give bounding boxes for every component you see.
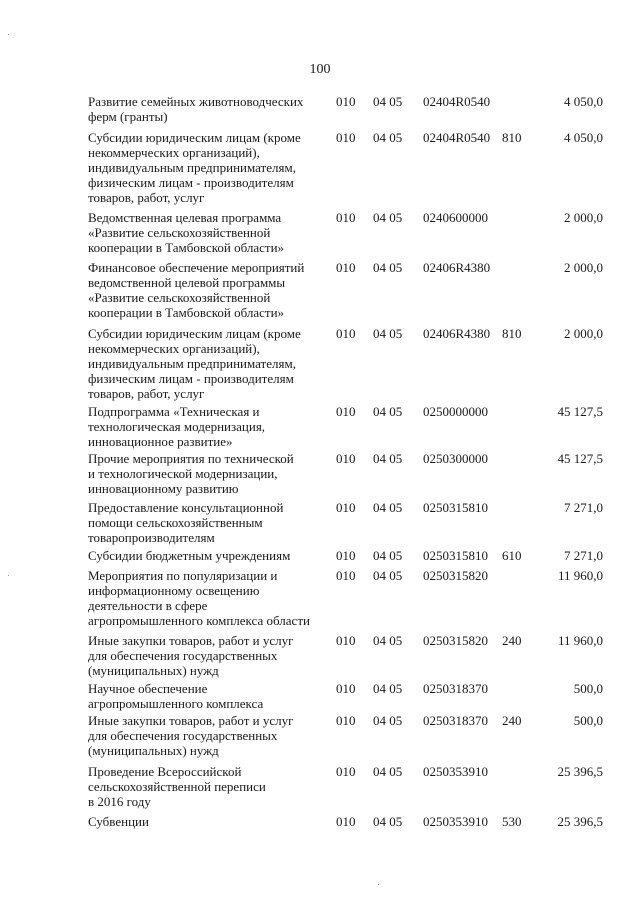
row-ved: 010	[336, 326, 356, 341]
scan-speck	[8, 34, 9, 35]
row-sum: 7 271,0	[564, 500, 603, 515]
row-name: Прочие мероприятия по технической и технологической модернизации, инновационному развитию	[88, 451, 294, 496]
row-sum: 45 127,5	[557, 404, 603, 419]
row-sum: 500,0	[573, 713, 603, 728]
row-csr: 02406R4380	[423, 326, 491, 341]
page-number: 100	[309, 62, 331, 77]
row-sum: 4 050,0	[564, 130, 603, 145]
scan-speck	[8, 575, 9, 576]
row-ved: 010	[336, 260, 356, 275]
row-ved: 010	[336, 814, 356, 829]
row-csr: 0250315810	[423, 500, 488, 515]
row-sum: 500,0	[573, 681, 603, 696]
row-ved: 010	[336, 451, 356, 466]
row-csr: 0250315810	[423, 548, 488, 563]
row-csr: 0250353910	[423, 814, 488, 829]
row-name: Проведение Всероссийской сельскохозяйственной переписи в 2016 году	[88, 764, 266, 809]
row-razdel: 04 05	[373, 814, 403, 829]
row-sum: 4 050,0	[564, 94, 603, 109]
row-razdel: 04 05	[373, 713, 403, 728]
row-vr: 240	[502, 713, 522, 728]
row-name: Субсидии юридическим лицам (кроме некоммерческих организаций), индивидуальным предпринимателям, физическим лицам - производителям товаров, работ, услуг	[88, 130, 301, 205]
row-ved: 010	[336, 681, 356, 696]
row-razdel: 04 05	[373, 94, 403, 109]
row-razdel: 04 05	[373, 326, 403, 341]
row-name: Иные закупки товаров, работ и услуг для обеспечения государственных (муниципальных) нужд	[88, 633, 294, 678]
row-ved: 010	[336, 130, 356, 145]
row-sum: 45 127,5	[557, 451, 603, 466]
row-name: Предоставление консультационной помощи сельскохозяйственным товаропроизводителям	[88, 500, 284, 545]
row-vr: 810	[502, 130, 522, 145]
row-csr: 0250000000	[423, 404, 488, 419]
row-name: Финансовое обеспечение мероприятий ведомственной целевой программы «Развитие сельскохозяйственной кооперации в Тамбовской области»	[88, 260, 305, 320]
row-ved: 010	[336, 210, 356, 225]
row-name: Субвенции	[88, 814, 149, 829]
row-sum: 11 960,0	[557, 633, 603, 648]
row-razdel: 04 05	[373, 260, 403, 275]
row-csr: 0250315820	[423, 633, 488, 648]
row-ved: 010	[336, 404, 356, 419]
row-name: Ведомственная целевая программа «Развитие сельскохозяйственной кооперации в Тамбовской области»	[88, 210, 285, 255]
row-razdel: 04 05	[373, 130, 403, 145]
row-sum: 2 000,0	[564, 326, 603, 341]
row-razdel: 04 05	[373, 500, 403, 515]
row-razdel: 04 05	[373, 210, 403, 225]
row-razdel: 04 05	[373, 404, 403, 419]
row-ved: 010	[336, 548, 356, 563]
row-sum: 25 396,5	[557, 814, 603, 829]
row-ved: 010	[336, 633, 356, 648]
row-name: Развитие семейных животноводческих ферм (гранты)	[88, 94, 304, 124]
row-csr: 02404R0540	[423, 94, 491, 109]
row-vr: 810	[502, 326, 522, 341]
row-csr: 0240600000	[423, 210, 488, 225]
row-name: Мероприятия по популяризации и информационному освещению деятельности в сфере агропромышленного комплекса области	[88, 568, 310, 628]
row-csr: 0250300000	[423, 451, 488, 466]
row-csr: 0250353910	[423, 764, 488, 779]
row-razdel: 04 05	[373, 633, 403, 648]
row-ved: 010	[336, 764, 356, 779]
row-csr: 0250315820	[423, 568, 488, 583]
row-vr: 240	[502, 633, 522, 648]
row-name: Субсидии бюджетным учреждениям	[88, 548, 291, 563]
row-razdel: 04 05	[373, 681, 403, 696]
row-ved: 010	[336, 500, 356, 515]
row-sum: 2 000,0	[564, 210, 603, 225]
row-vr: 530	[502, 814, 522, 829]
row-csr: 0250318370	[423, 713, 488, 728]
row-razdel: 04 05	[373, 568, 403, 583]
row-sum: 7 271,0	[564, 548, 603, 563]
row-csr: 02406R4380	[423, 260, 491, 275]
row-sum: 11 960,0	[557, 568, 603, 583]
row-ved: 010	[336, 713, 356, 728]
row-csr: 02404R0540	[423, 130, 491, 145]
row-razdel: 04 05	[373, 764, 403, 779]
row-name: Субсидии юридическим лицам (кроме некоммерческих организаций), индивидуальным предпринимателям, физическим лицам - производителям товаров, работ, услуг	[88, 326, 301, 401]
row-vr: 610	[502, 548, 522, 563]
scan-speck	[378, 884, 379, 885]
row-ved: 010	[336, 568, 356, 583]
row-name: Иные закупки товаров, работ и услуг для обеспечения государственных (муниципальных) нужд	[88, 713, 294, 758]
row-csr: 0250318370	[423, 681, 488, 696]
row-sum: 2 000,0	[564, 260, 603, 275]
row-razdel: 04 05	[373, 548, 403, 563]
row-name: Подпрограмма «Техническая и технологическая модернизация, инновационное развитие»	[88, 404, 266, 449]
row-razdel: 04 05	[373, 451, 403, 466]
row-name: Научное обеспечение агропромышленного комплекса	[88, 681, 264, 711]
row-ved: 010	[336, 94, 356, 109]
row-sum: 25 396,5	[557, 764, 603, 779]
